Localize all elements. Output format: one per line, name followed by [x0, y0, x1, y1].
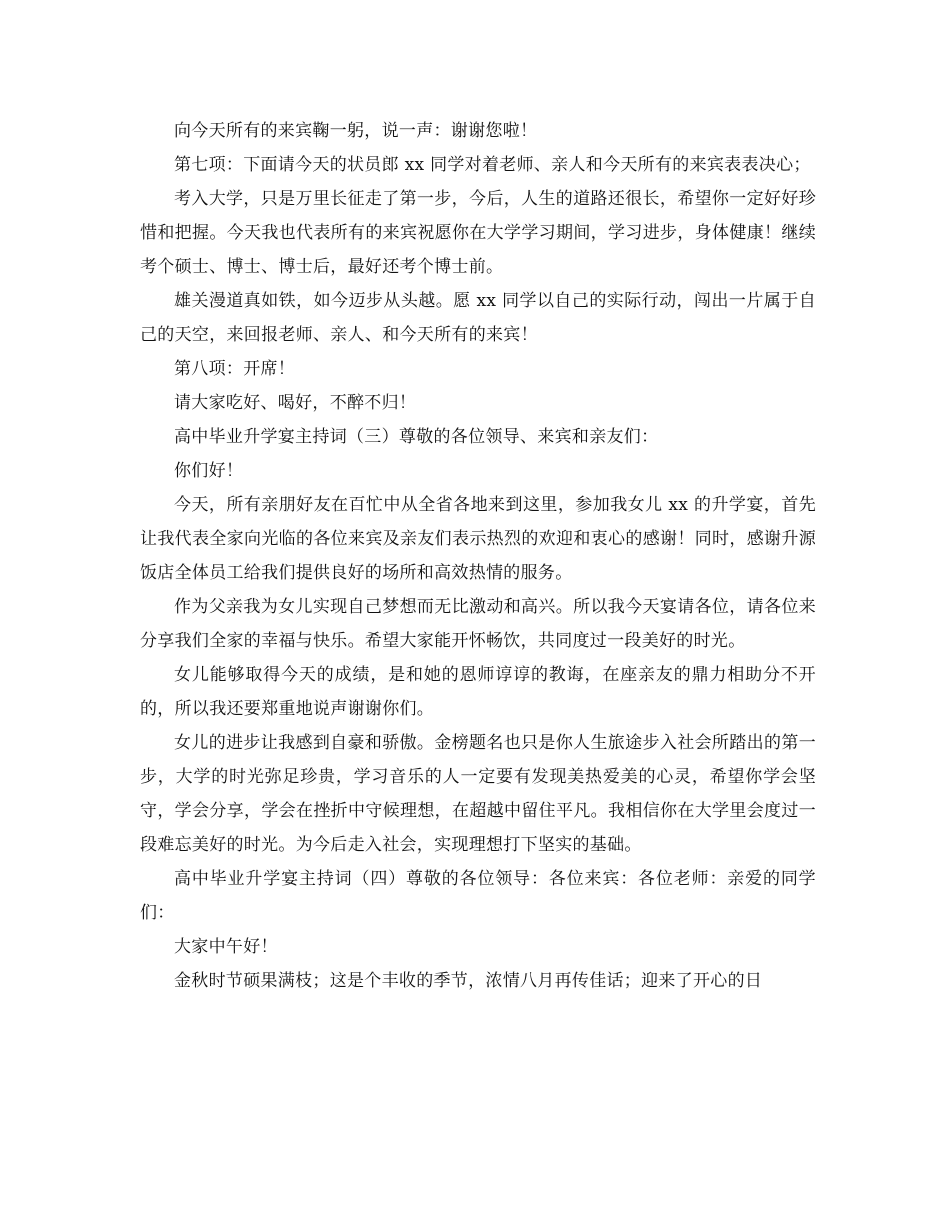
paragraph: 考入大学，只是万里长征走了第一步，今后，人生的道路还很长，希望你一定好好珍惜和把握。今天我也代表所有的来宾祝愿你在大学学习期间，学习进步，身体健康！继续考个硕士、博士、博士后，最好还考个博士前。: [140, 189, 816, 277]
paragraph: 作为父亲我为女儿实现自己梦想而无比激动和高兴。所以我今天宴请各位，请各位来分享我们全家的幸福与快乐。希望大家能开怀畅饮，共同度过一段美好的时光。: [140, 597, 816, 651]
paragraph: 女儿的进步让我感到自豪和骄傲。金榜题名也只是你人生旅途步入社会所踏出的第一步，大学的时光弥足珍贵，学习音乐的人一定要有发现美热爱美的心灵，希望你学会坚守，学会分享，学会在挫折中守候理想，在超越中留住平凡。我相信你在大学里会度过一段难忘美好的时光。为今后走入社会，实现理想打下坚实的基础。: [140, 733, 816, 855]
paragraph: 高中毕业升学宴主持词（三）尊敬的各位领导、来宾和亲友们：: [174, 427, 659, 447]
paragraph: 今天，所有亲朋好友在百忙中从全省各地来到这里，参加我女儿 xx 的升学宴，首先让我代表全家向光临的各位来宾及亲友们表示热烈的欢迎和衷心的感谢！同时，感谢升源饭店全体员工给我们提供良好的场所和高效热情的服务。: [140, 495, 816, 583]
paragraph: 第七项：下面请今天的状员郎 xx 同学对着老师、亲人和今天所有的来宾表表决心；: [174, 155, 811, 175]
paragraph: 第八项：开席！: [174, 359, 296, 379]
paragraph: 金秋时节硕果满枝；这是个丰收的季节，浓情八月再传佳话；迎来了开心的日: [174, 971, 763, 991]
paragraph: 女儿能够取得今天的成绩，是和她的恩师谆谆的教诲，在座亲友的鼎力相助分不开的，所以我还要郑重地说声谢谢你们。: [140, 665, 816, 719]
paragraph: 请大家吃好、喝好，不醉不归！: [174, 393, 417, 413]
document-body: [140, 114, 816, 998]
paragraph: 你们好！: [174, 461, 244, 481]
paragraph: 高中毕业升学宴主持词（四）尊敬的各位领导：各位来宾：各位老师：亲爱的同学们：: [140, 869, 816, 923]
paragraph: 向今天所有的来宾鞠一躬，说一声：谢谢您啦！: [174, 121, 538, 141]
paragraph: 大家中午好！: [174, 937, 278, 957]
paragraph: 雄关漫道真如铁，如今迈步从头越。愿 xx 同学以自己的实际行动，闯出一片属于自己的天空，来回报老师、亲人、和今天所有的来宾！: [140, 291, 816, 345]
